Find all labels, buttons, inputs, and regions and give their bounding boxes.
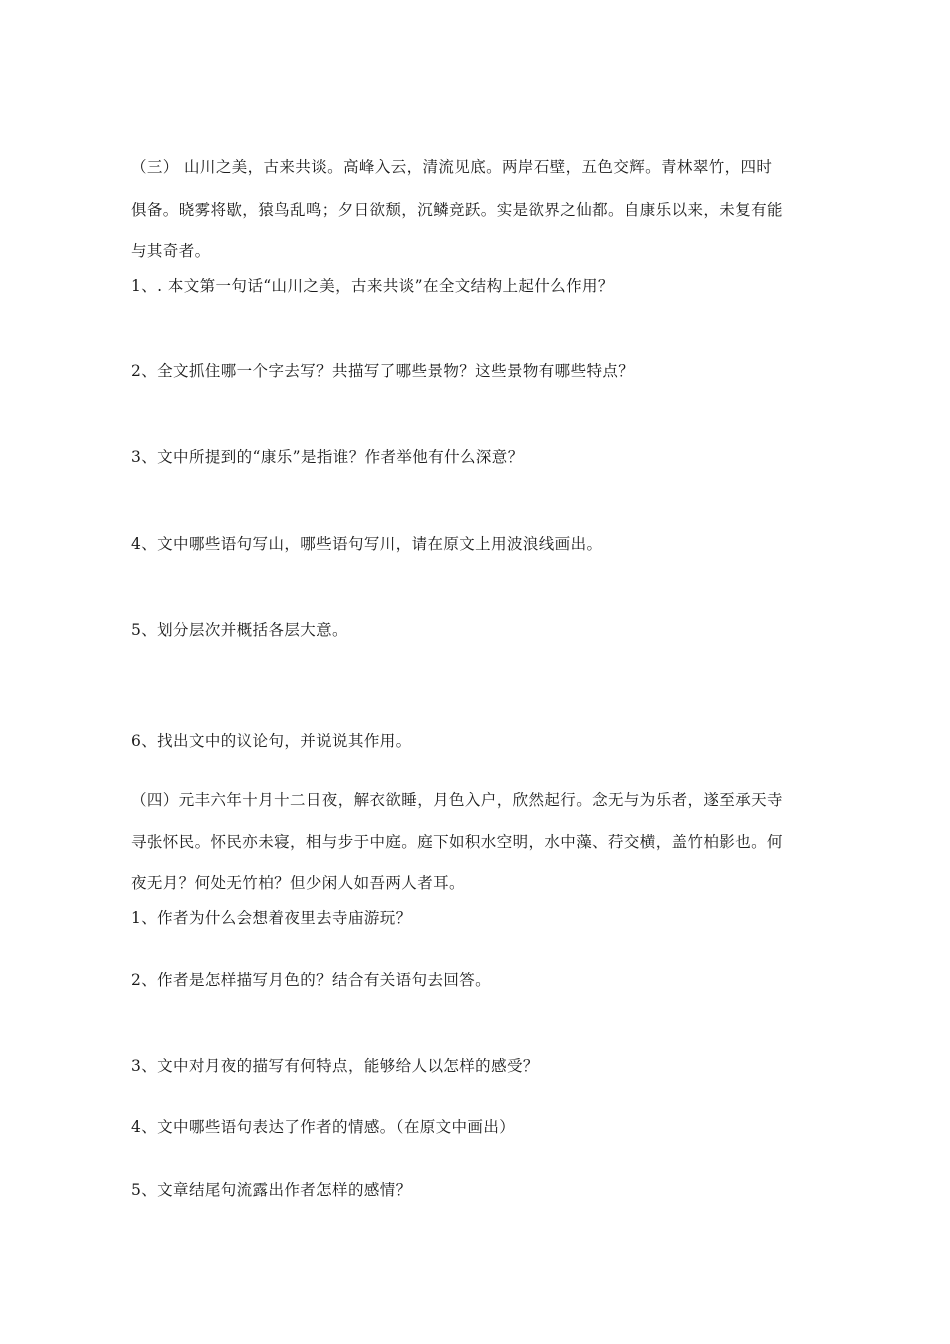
passage-line: 寻张怀民。怀民亦未寝，相与步于中庭。庭下如积水空明，水中藻、荇交横，盖竹柏影也。何 [131, 833, 783, 851]
question-item: 4、文中哪些语句表达了作者的情感。（在原文中画出） [131, 1118, 516, 1136]
passage-line: 夜无月？何处无竹柏？但少闲人如吾两人者耳。 [131, 874, 465, 892]
passage-line: （三） 山川之美，古来共谈。高峰入云，清流见底。两岸石壁，五色交辉。青林翠竹，四时 [131, 158, 773, 176]
passage-line: 与其奇者。 [131, 242, 211, 260]
question-item: 1、作者为什么会想着夜里去寺庙游玩？ [131, 909, 412, 927]
passage-line: 俱备。晓雾将歇，猿鸟乱鸣；夕日欲颓，沉鳞竞跃。实是欲界之仙都。自康乐以来，未复有能 [131, 201, 783, 219]
passage-line: （四）元丰六年十月十二日夜，解衣欲睡，月色入户，欣然起行。念无与为乐者，遂至承天寺 [131, 791, 783, 809]
question-item: 2、全文抓住哪一个字去写？共描写了哪些景物？这些景物有哪些特点？ [131, 362, 635, 380]
question-item: 2、作者是怎样描写月色的？结合有关语句去回答。 [131, 971, 492, 989]
question-item: 5、划分层次并概括各层大意。 [131, 621, 348, 639]
question-item: 3、文中所提到的“康乐”是指谁？作者举他有什么深意？ [131, 448, 524, 466]
question-item: 1、. 本文第一句话“山川之美，古来共谈”在全文结构上起什么作用？ [131, 277, 614, 295]
question-item: 3、文中对月夜的描写有何特点，能够给人以怎样的感受？ [131, 1057, 539, 1075]
question-item: 4、文中哪些语句写山，哪些语句写川，请在原文上用波浪线画出。 [131, 535, 603, 553]
question-item: 6、找出文中的议论句，并说说其作用。 [131, 732, 412, 750]
question-item: 5、文章结尾句流露出作者怎样的感情？ [131, 1181, 412, 1199]
